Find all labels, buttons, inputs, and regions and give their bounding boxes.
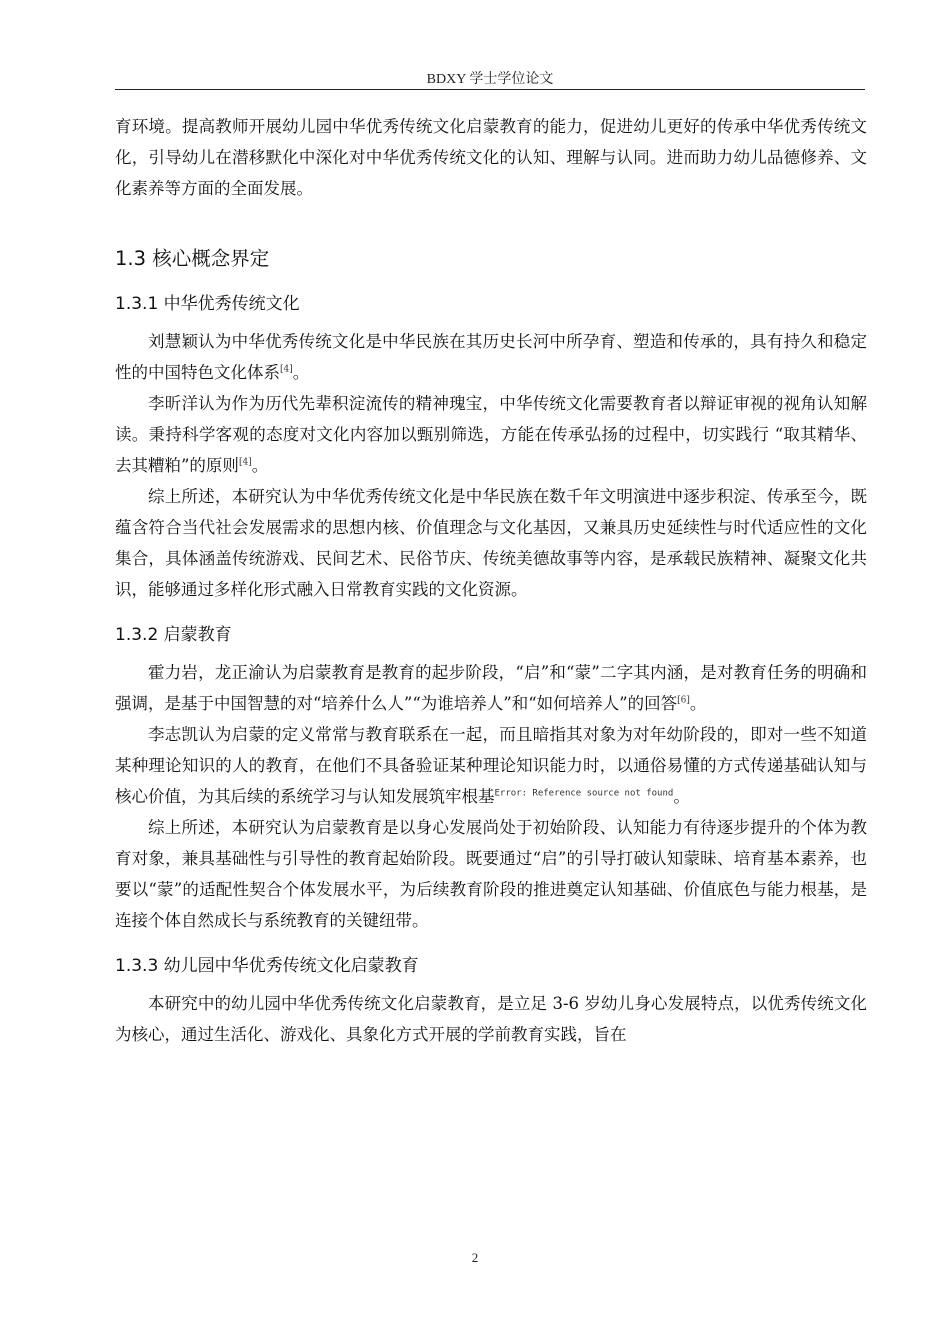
subsection-heading-1-3-3: 1.3.3 幼儿园中华优秀传统文化启蒙教育 (115, 956, 419, 976)
paragraph-text: 刘慧颖认为中华优秀传统文化是中华民族在其历史长河中所孕育、塑造和传承的，具有持久和稳定性的中国特色文化体系 (115, 332, 867, 382)
paragraph-text: 李昕洋认为作为历代先辈积淀流传的精神瑰宝，中华传统文化需要教育者以辩证审视的视角认知解读。秉持科学客观的态度对文化内容加以甄别筛选，方能在传承弘扬的过程中，切实践行 “取其精华、去其糟粕”的原则 (115, 394, 867, 475)
paragraph-1-3-1-a (115, 326, 867, 388)
paragraph-end: 。 (292, 363, 310, 382)
section-heading-1-3: 1.3 核心概念界定 (115, 247, 270, 270)
paragraph-text: 李志凯认为启蒙的定义常常与教育联系在一起，而且暗指其对象为对年幼阶段的，即对一些不知道某种理论知识的人的教育，在他们不具备验证某种理论知识能力时，以通俗易懂的方式传递基础认知与核心价值，为其后续的系统学习与认知发展筑牢根基 (115, 725, 867, 806)
running-header: BDXY 学士学位论文 (426, 72, 554, 87)
subsection-heading-1-3-2: 1.3.2 启蒙教育 (115, 625, 232, 645)
paragraph-1-3-3-a: 本研究中的幼儿园中华优秀传统文化启蒙教育，是立足 3-6 岁幼儿身心发展特点，以优秀传统文化为核心，通过生活化、游戏化、具象化方式开展的学前教育实践，旨在 (115, 994, 867, 1044)
paragraph-end: 。 (251, 456, 269, 475)
reference-error-text: Error: Reference source not found (494, 788, 674, 799)
paragraph-text: 霍力岩，龙正渝认为启蒙教育是教育的起步阶段，“启”和“蒙”二字其内涵，是对教育任务的明确和强调，是基于中国智慧的对“培养什么人”“为谁培养人”和“如何培养人”的回答 (115, 663, 867, 713)
body-content (115, 111, 867, 1050)
paragraph-1-3-1-b (115, 388, 867, 481)
page-number: 2 (471, 1250, 479, 1265)
header-rule (115, 89, 865, 90)
paragraph-1-3-2-b (115, 719, 867, 812)
citation-ref: [4] (280, 364, 293, 375)
paragraph-end: 。 (689, 694, 707, 713)
citation-ref: [4] (238, 457, 252, 468)
subsection-heading-1-3-1: 1.3.1 中华优秀传统文化 (115, 294, 300, 314)
paragraph-1-3-2-c: 综上所述，本研究认为启蒙教育是以身心发展尚处于初始阶段、认知能力有待逐步提升的个体为教育对象，兼具基础性与引导性的教育起始阶段。既要通过“启”的引导打破认知蒙昧、培育基本素养，也要以“蒙”的适配性契合个体发展水平，为后续教育阶段的推进奠定认知基础、价值底色与能力根基，是连接个体自然成长与系统教育的关键纽带。 (115, 818, 867, 930)
intro-paragraph: 育环境。提高教师开展幼儿园中华优秀传统文化启蒙教育的能力，促进幼儿更好的传承中华优秀传统文化，引导幼儿在潜移默化中深化对中华优秀传统文化的认知、理解与认同。进而助力幼儿品德修养、文化素养等方面的全面发展。 (115, 117, 867, 198)
paragraph-end: 。 (673, 787, 690, 806)
paragraph-1-3-2-a (115, 657, 867, 719)
citation-ref: [6] (677, 695, 690, 706)
paragraph-1-3-1-c: 综上所述，本研究认为中华优秀传统文化是中华民族在数千年文明演进中逐步积淀、传承至今，既蕴含符合当代社会发展需求的思想内核、价值理念与文化基因，又兼具历史延续性与时代适应性的文化集合，具体涵盖传统游戏、民间艺术、民俗节庆、传统美德故事等内容，是承载民族精神、凝聚文化共识，能够通过多样化形式融入日常教育实践的文化资源。 (115, 487, 867, 599)
